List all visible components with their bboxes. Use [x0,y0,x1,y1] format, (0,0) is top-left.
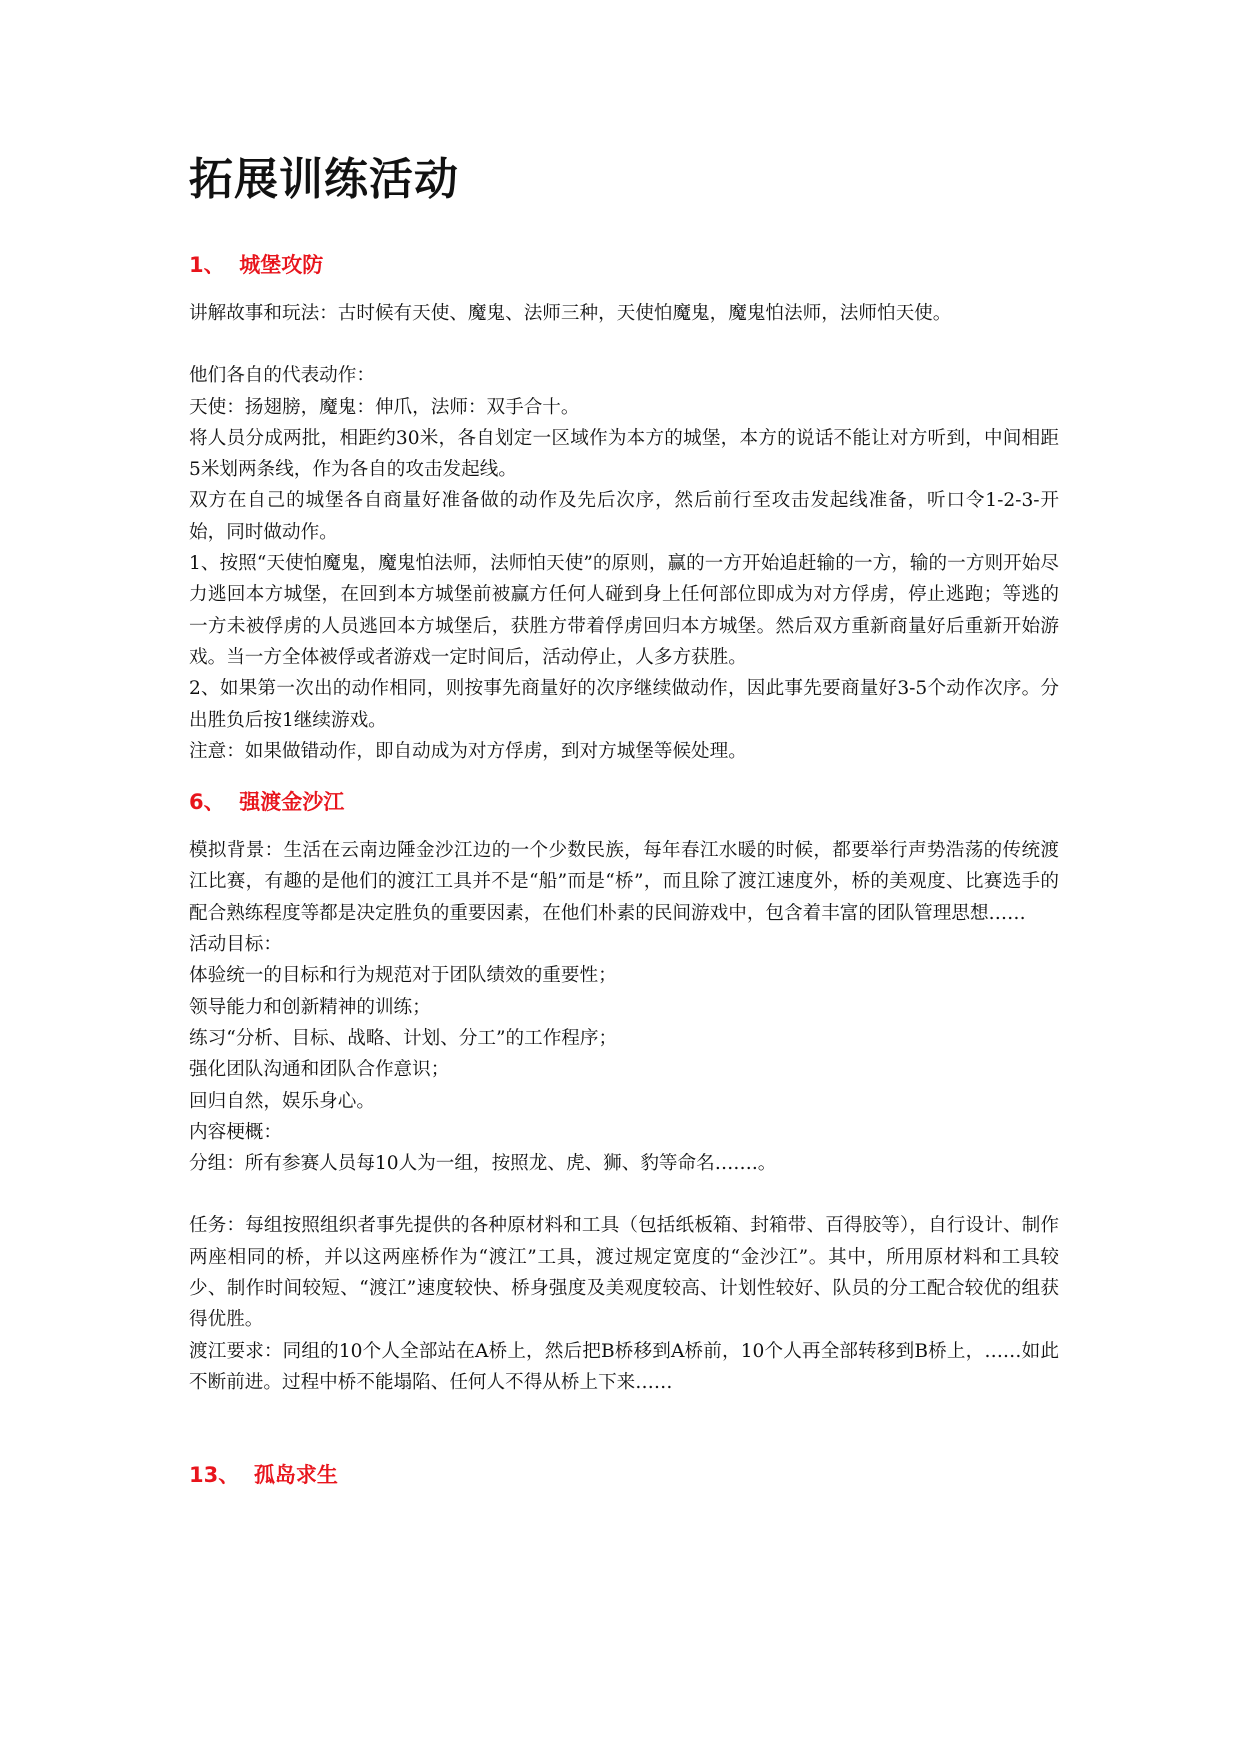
section-number: 13、 [189,1463,240,1488]
page-title: 拓展训练活动 [189,154,459,205]
paragraph: 内容梗概： [189,1121,282,1143]
paragraph: 讲解故事和玩法：古时候有天使、魔鬼、法师三种，天使怕魔鬼，魔鬼怕法师，法师怕天使。 [189,303,952,324]
paragraph: 2、如果第一次出的动作相同，则按事先商量好的次序继续做动作，因此事先要商量好3-5个动作次序。分出胜负后按1继续游戏。 [189,678,1059,731]
paragraph: 强化团队沟通和团队合作意识； [189,1059,450,1081]
paragraph: 将人员分成两批，相距约30米，各自划定一区域作为本方的城堡，本方的说话不能让对方听到，中间相距5米划两条线，作为各自的攻击发起线。 [189,427,1059,481]
paragraph: 天使：扬翅膀，魔鬼：伸爪，法师：双手合十。 [189,396,580,418]
section-name: 城堡攻防 [239,253,324,277]
paragraph: 练习“分析、目标、战略、计划、分工”的工作程序； [189,1027,618,1049]
paragraph: 体验统一的目标和行为规范对于团队绩效的重要性； [189,965,617,987]
document-content [189,150,1059,1508]
paragraph: 模拟背景：生活在云南边陲金沙江边的一个少数民族，每年春江水暖的时候，都要举行声势浩荡的传统渡江比赛，有趣的是他们的渡江工具并不是“船”而是“桥”，而且除了渡江速度外，桥的美观度、比赛选手的配合熟练程度等都是决定胜负的重要因素，在他们朴素的民间游戏中，包含着丰富的团队管理思想…… [189,840,1059,924]
paragraph: 活动目标： [189,934,282,956]
paragraph: 回归自然，娱乐身心。 [189,1090,375,1112]
paragraph: 注意：如果做错动作，即自动成为对方俘虏，到对方城堡等候处理。 [189,740,747,762]
section-name: 强渡金沙江 [239,790,345,815]
paragraph: 领导能力和创新精神的训练； [189,996,431,1018]
section-heading-jinsha-river [189,785,1059,819]
paragraph: 双方在自己的城堡各自商量好准备做的动作及先后次序，然后前行至攻击发起线准备，听口令1-2-3-开始，同时做动作。 [189,490,1059,543]
section-heading-castle-defense [189,248,1059,282]
paragraph: 分组：所有参赛人员每10人为一组，按照龙、虎、狮、豹等命名…….。 [189,1153,777,1175]
paragraph: 1、按照“天使怕魔鬼，魔鬼怕法师，法师怕天使”的原则，赢的一方开始追赶输的一方，输的一方则开始尽力逃回本方城堡，在回到本方城堡前被赢方任何人碰到身上任何部位即成为对方俘虏，停止逃跑；等逃的一方未被俘虏的人员逃回本方城堡后，获胜方带着俘虏回归本方城堡。然后双方重新商量好后重新开始游戏。当一方全体被俘或者游戏一定时间后，活动停止，人多方获胜。 [189,553,1059,668]
paragraph: 他们各自的代表动作： [189,365,375,387]
section-heading-island-survival [189,1458,1059,1492]
section-name: 孤岛求生 [253,1463,338,1488]
paragraph: 渡江要求：同组的10个人全部站在A桥上，然后把B桥移到A桥前，10个人再全部转移到B桥上，……如此不断前进。过程中桥不能塌陷、任何人不得从桥上下来…… [189,1340,1059,1393]
paragraph: 任务：每组按照组织者事先提供的各种原材料和工具（包括纸板箱、封箱带、百得胶等），自行设计、制作两座相同的桥，并以这两座桥作为“渡江”工具，渡过规定宽度的“金沙江”。其中，所用原材料和工具较少、制作时间较短、“渡江”速度较快、桥身强度及美观度较高、计划性较好、队员的分工配合较优的组获得优胜。 [189,1215,1059,1331]
section-number: 6、 [189,790,225,815]
section-number: 1、 [189,253,225,277]
